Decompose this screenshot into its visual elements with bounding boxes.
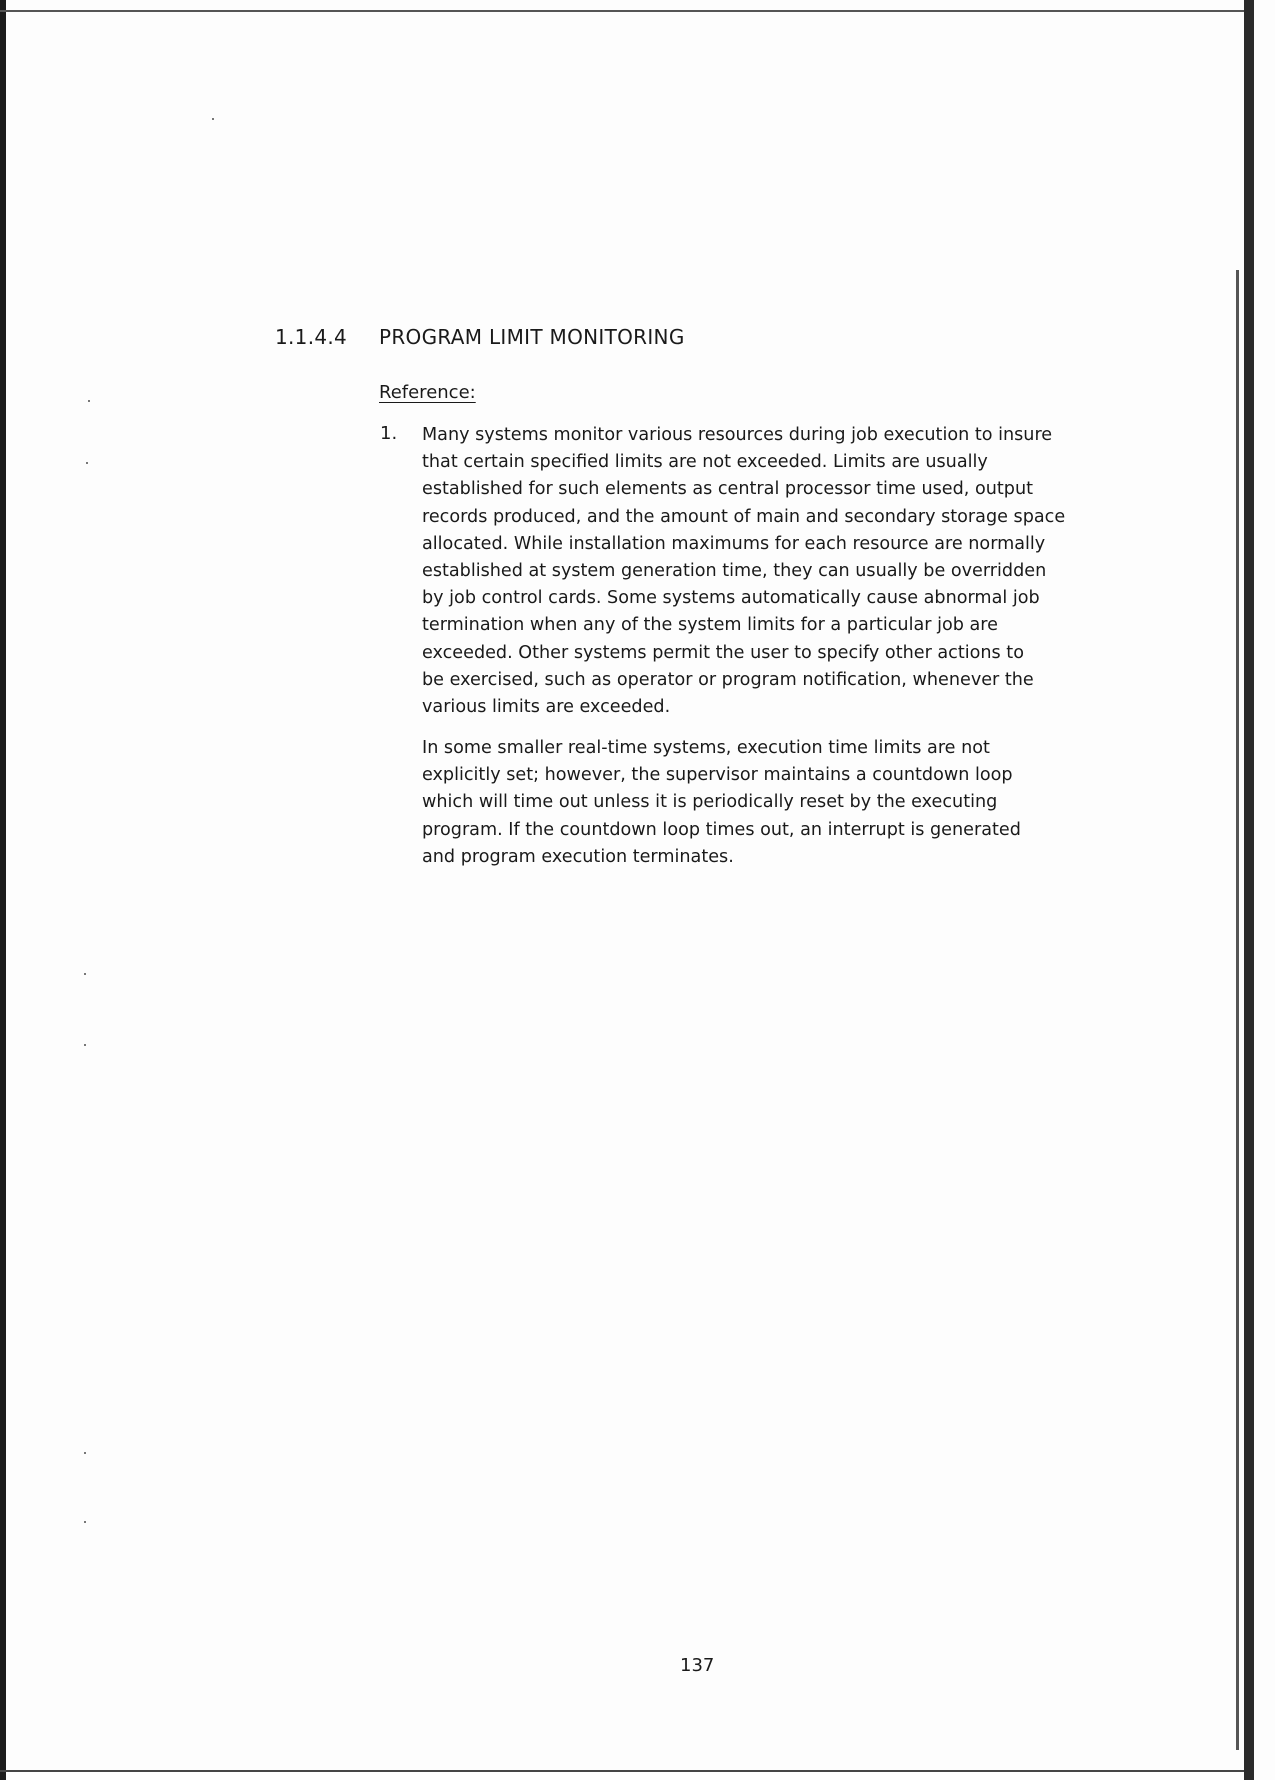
paragraph-line: Many systems monitor various resources during job execution to insure — [422, 425, 1053, 445]
paragraph-line: established for such elements as central processor time used, output — [422, 479, 1033, 500]
paragraph-line: program. If the countdown loop times out, an interrupt is generated — [422, 819, 1021, 840]
paragraph-line: established at system generation time, they can usually be overridden — [422, 561, 1047, 582]
paragraph-line: explicitly set; however, the supervisor maintains a countdown loop — [422, 765, 1013, 786]
paragraph-line: and program execution terminates. — [422, 846, 734, 867]
scan-edge-right-inner — [1236, 270, 1239, 1750]
paragraph-line: various limits are exceeded. — [422, 697, 671, 718]
scan-edge-left — [0, 0, 6, 1780]
paragraph-line: records produced, and the amount of main and secondary storage space — [422, 506, 1066, 527]
scan-speck — [84, 1521, 86, 1523]
scan-speck — [88, 400, 90, 402]
paragraph-line: In some smaller real-time systems, execution time limits are not — [422, 738, 990, 758]
section-number: 1.1.4.4 — [275, 325, 348, 349]
section-heading — [275, 325, 975, 349]
scan-speck — [86, 462, 88, 464]
scan-edge-bottom — [0, 1770, 1250, 1772]
paragraph-line: by job control cards. Some systems automatically cause abnormal job — [422, 588, 1040, 609]
paragraph-line: which will time out unless it is periodically reset by the executing — [422, 792, 998, 813]
page-number: 137 — [680, 1655, 715, 1676]
paragraph-line: exceeded. Other systems permit the user to specify other actions to — [422, 642, 1024, 663]
paragraph-line: allocated. While installation maximums for each resource are normally — [422, 533, 1046, 554]
section-title: PROGRAM LIMIT MONITORING — [379, 325, 685, 349]
paragraph-line: be exercised, such as operator or program notification, whenever the — [422, 669, 1034, 690]
paragraph-line: that certain specified limits are not exceeded. Limits are usually — [422, 452, 988, 473]
scan-speck — [84, 1044, 86, 1046]
paragraph-1 — [422, 422, 1122, 721]
scan-speck — [84, 1452, 86, 1454]
scan-edge-top — [0, 10, 1250, 12]
paragraph-line: termination when any of the system limits for a particular job are — [422, 615, 998, 636]
paragraph-2 — [422, 735, 1122, 871]
reference-label: Reference: — [379, 382, 476, 403]
item-number: 1. — [380, 423, 398, 444]
scan-edge-right — [1244, 0, 1254, 1780]
scan-speck — [84, 973, 86, 975]
scan-speck — [212, 118, 214, 120]
